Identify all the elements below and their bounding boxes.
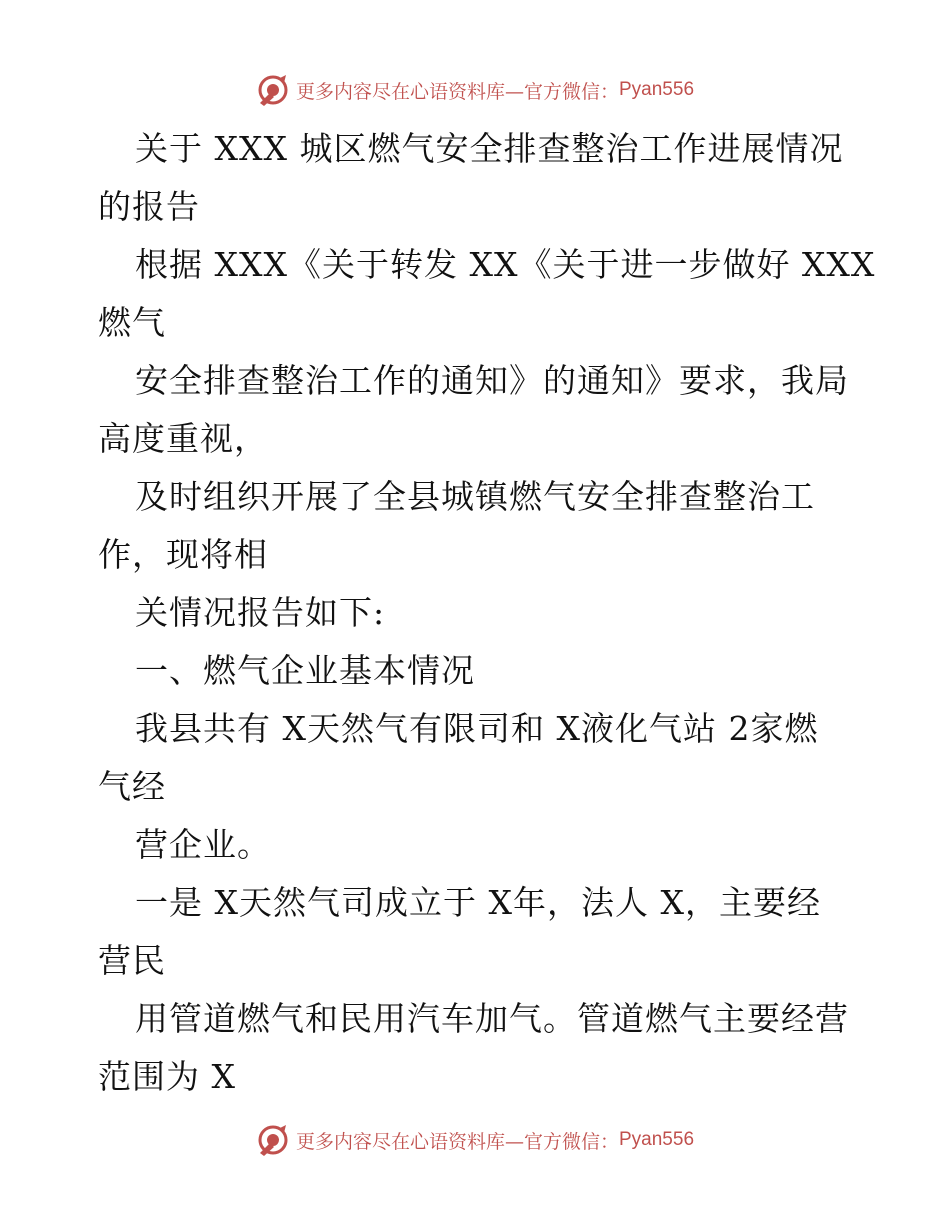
watermark-text: 更多内容尽在心语资料库—官方微信： xyxy=(295,1130,619,1153)
text-line: 关于 XXX 城区燃气安全排查整治工作进展情况 xyxy=(135,129,844,168)
text-line: 我县共有 X天然气有限司和 X液化气站 2家燃 xyxy=(135,709,819,748)
text-line: 及时组织开展了全县城镇燃气安全排查整治工 xyxy=(135,477,815,516)
text-line: 气经 xyxy=(98,767,166,806)
text-line: 营民 xyxy=(98,941,166,980)
text-line: 一是 X天然气司成立于 X年，法人 X，主要经 xyxy=(135,883,821,922)
text-line: 的报告 xyxy=(98,187,200,226)
text-line: 一、燃气企业基本情况 xyxy=(135,651,475,690)
pen-logo-icon xyxy=(256,1123,290,1157)
text-line: 用管道燃气和民用汽车加气。管道燃气主要经营 xyxy=(135,999,849,1038)
document-body xyxy=(98,120,876,1106)
text-line: 高度重视， xyxy=(98,419,268,458)
text-line: 营企业。 xyxy=(135,825,271,864)
watermark-text: 更多内容尽在心语资料库—官方微信： xyxy=(295,80,619,103)
text-line: 安全排查整治工作的通知》的通知》要求，我局 xyxy=(135,361,849,400)
text-line: 根据 XXX《关于转发 XX《关于进一步做好 XXX xyxy=(135,245,876,284)
watermark-wechat-id: Pyan556 xyxy=(619,1129,695,1150)
watermark-wechat-id: Pyan556 xyxy=(619,79,695,100)
text-line: 作，现将相 xyxy=(98,535,268,574)
text-line: 燃气 xyxy=(98,303,166,342)
watermark-banner-bottom xyxy=(0,1120,950,1160)
watermark-banner-top xyxy=(0,70,950,110)
pen-logo-icon xyxy=(256,73,290,107)
text-line: 范围为 X xyxy=(98,1057,236,1096)
text-line: 关情况报告如下: xyxy=(135,593,386,632)
